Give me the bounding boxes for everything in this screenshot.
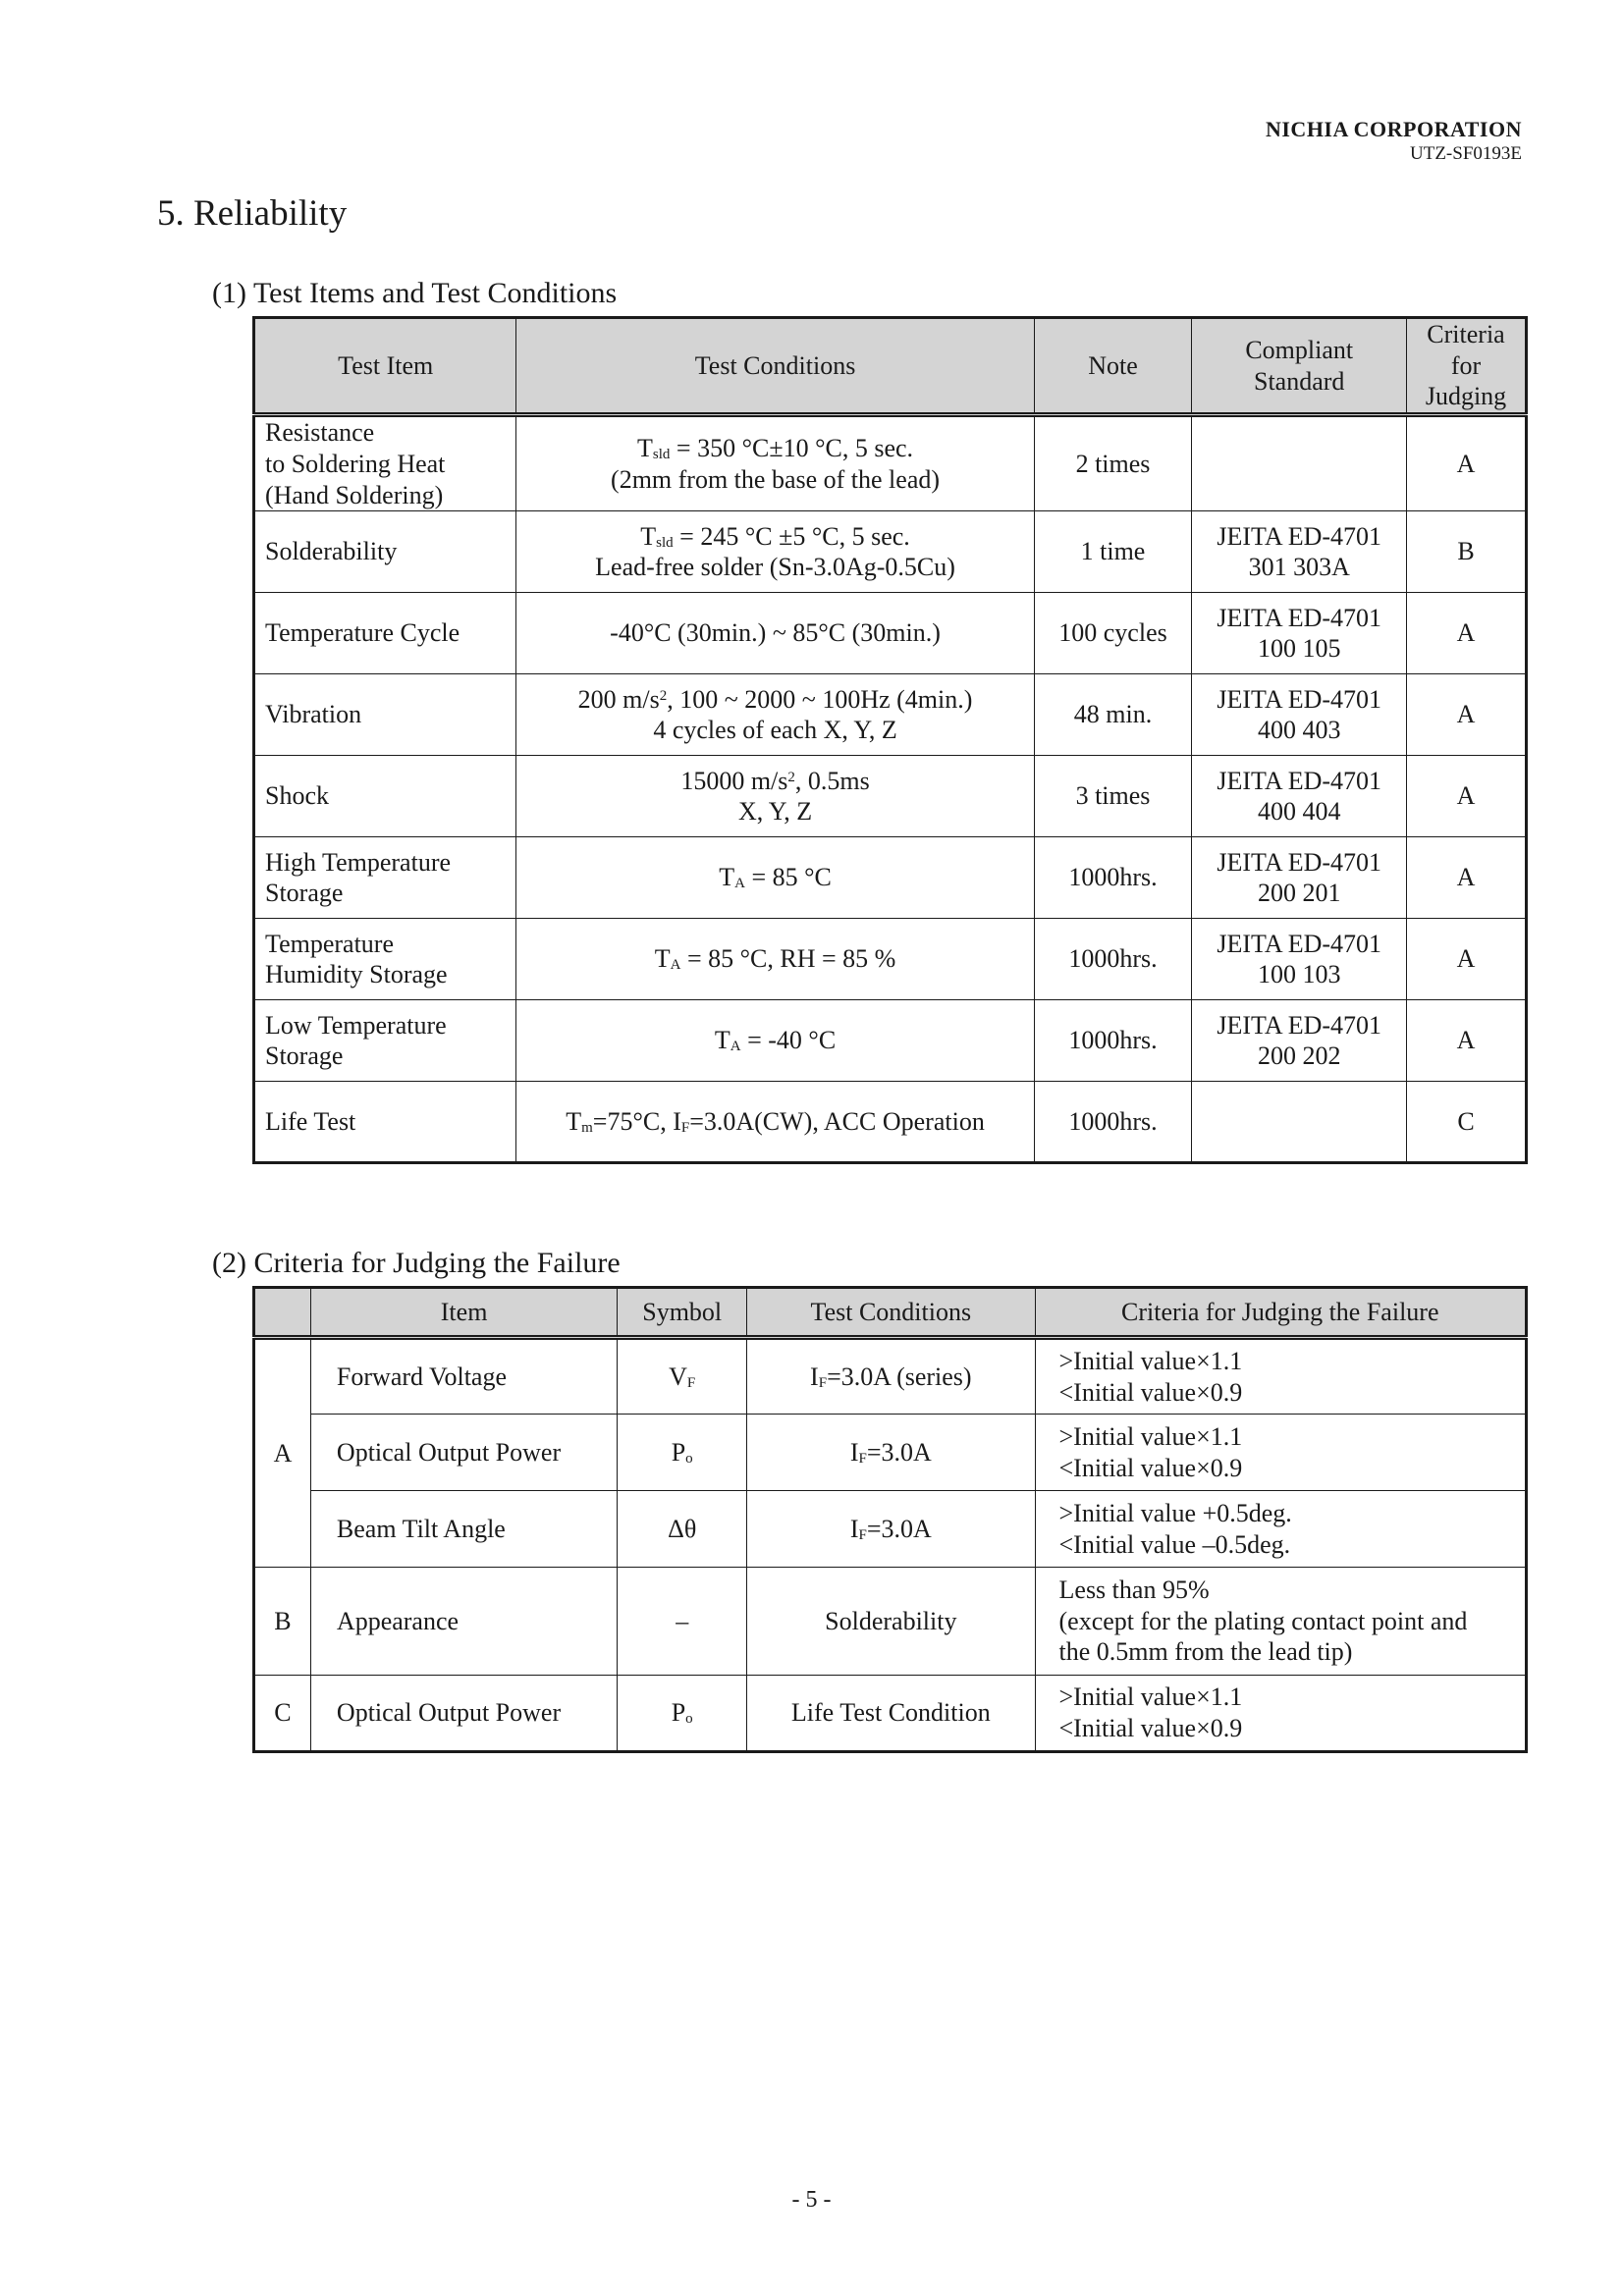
standard-cell: JEITA ED-4701 400 404 (1192, 756, 1407, 837)
col-criteria: Criteria for Judging the Failure (1035, 1288, 1526, 1338)
group-cell: A (254, 1338, 311, 1568)
test-item-cell: Life Test (254, 1082, 516, 1163)
conditions-cell: Solderability (747, 1568, 1035, 1676)
symbol-cell: $P_o$ (618, 1676, 747, 1752)
criteria-cell: A (1407, 674, 1527, 756)
test-conditions-cell: 200 $m/s^2$, 100 ~ 2000 ~ 100Hz (4min.) 4 cycles of each X, Y, Z (516, 674, 1034, 756)
col-group (254, 1288, 311, 1338)
col-item: Item (310, 1288, 617, 1338)
document-code: UTZ-SF0193E (1410, 143, 1522, 164)
judge-cell: >Initial value×1.1 <Initial value×0.9 (1035, 1415, 1526, 1491)
note-cell: 3 times (1034, 756, 1192, 837)
table-row (254, 1338, 1527, 1415)
company-name: NICHIA CORPORATION (1265, 117, 1522, 141)
note-cell: 1 time (1034, 511, 1192, 593)
item-cell: Forward Voltage (310, 1338, 617, 1415)
test-item-cell: Low Temperature Storage (254, 1000, 516, 1082)
conditions-cell: Life Test Condition (747, 1676, 1035, 1752)
table-row (254, 593, 1527, 674)
note-cell: 1000hrs. (1034, 837, 1192, 919)
section-title: 5. Reliability (157, 193, 348, 234)
table-header-row (254, 1288, 1527, 1338)
test-conditions-cell: $T_{sld} = 245$ °C ±5 °C, 5 sec. Lead-free solder (Sn-3.0Ag-0.5Cu) (516, 511, 1034, 593)
test-conditions-cell: $T_A = 85$ °C (516, 837, 1034, 919)
col-note: Note (1034, 318, 1192, 415)
test-item-cell: Shock (254, 756, 516, 837)
document-header (1266, 117, 1522, 165)
test-items-heading: (1) Test Items and Test Conditions (212, 277, 618, 309)
criteria-cell: A (1407, 837, 1527, 919)
test-conditions-cell: $T_A = -40$ °C (516, 1000, 1034, 1082)
test-item-cell: Temperature Cycle (254, 593, 516, 674)
test-conditions-cell: $T_{sld} = 350$ °C±10 °C, 5 sec. (2mm from the base of the lead) (516, 415, 1034, 511)
standard-cell (1192, 1082, 1407, 1163)
judge-cell: >Initial value +0.5deg. <Initial value –0.5deg. (1035, 1491, 1526, 1568)
test-items-table (252, 316, 1528, 1164)
standard-cell: JEITA ED-4701 400 403 (1192, 674, 1407, 756)
table-row (254, 1676, 1527, 1752)
criteria-cell: A (1407, 919, 1527, 1000)
group-cell: C (254, 1676, 311, 1752)
criteria-cell: B (1407, 511, 1527, 593)
col-symbol: Symbol (618, 1288, 747, 1338)
judge-cell: Less than 95% (except for the plating contact point and the 0.5mm from the lead tip) (1035, 1568, 1526, 1676)
test-item-cell: High Temperature Storage (254, 837, 516, 919)
table-row (254, 1082, 1527, 1163)
table-row (254, 919, 1527, 1000)
criteria-cell: C (1407, 1082, 1527, 1163)
table-row (254, 511, 1527, 593)
note-cell: 1000hrs. (1034, 919, 1192, 1000)
table-row (254, 415, 1527, 511)
note-cell: 100 cycles (1034, 593, 1192, 674)
test-conditions-cell: $T_A = 85$ °C, RH = 85 % (516, 919, 1034, 1000)
criteria-cell: A (1407, 415, 1527, 511)
test-item-cell: Temperature Humidity Storage (254, 919, 516, 1000)
page-number: - 5 - (791, 2187, 832, 2213)
test-item-cell: Vibration (254, 674, 516, 756)
item-cell: Appearance (310, 1568, 617, 1676)
item-cell: Optical Output Power (310, 1415, 617, 1491)
symbol-cell: $V_F$ (618, 1338, 747, 1415)
note-cell: 48 min. (1034, 674, 1192, 756)
criteria-table (252, 1286, 1528, 1753)
item-cell: Optical Output Power (310, 1676, 617, 1752)
table-header-row (254, 318, 1527, 415)
table-row (254, 1491, 1527, 1568)
conditions-cell: $I_F=3.0A$ (747, 1415, 1035, 1491)
table-row (254, 674, 1527, 756)
test-conditions-cell: 15000 $m/s^2$, 0.5ms X, Y, Z (516, 756, 1034, 837)
standard-cell: JEITA ED-4701 301 303A (1192, 511, 1407, 593)
judge-cell: >Initial value×1.1 <Initial value×0.9 (1035, 1676, 1526, 1752)
test-conditions-cell: -40°C (30min.) ~ 85°C (30min.) (516, 593, 1034, 674)
col-test-conditions: Test Conditions (747, 1288, 1035, 1338)
criteria-cell: A (1407, 756, 1527, 837)
conditions-cell: $I_F=3.0A$ (series) (747, 1338, 1035, 1415)
standard-cell: JEITA ED-4701 100 105 (1192, 593, 1407, 674)
col-compliant-standard: Compliant Standard (1192, 318, 1407, 415)
col-test-item: Test Item (254, 318, 516, 415)
standard-cell: JEITA ED-4701 200 201 (1192, 837, 1407, 919)
table-row (254, 756, 1527, 837)
test-item-cell: Solderability (254, 511, 516, 593)
symbol-cell: $P_o$ (618, 1415, 747, 1491)
criteria-cell: A (1407, 1000, 1527, 1082)
standard-cell: JEITA ED-4701 200 202 (1192, 1000, 1407, 1082)
item-cell: Beam Tilt Angle (310, 1491, 617, 1568)
standard-cell (1192, 415, 1407, 511)
criteria-heading: (2) Criteria for Judging the Failure (212, 1247, 621, 1279)
table-row (254, 1568, 1527, 1676)
criteria-cell: A (1407, 593, 1527, 674)
table-row (254, 1000, 1527, 1082)
table-row (254, 1415, 1527, 1491)
table-row (254, 837, 1527, 919)
symbol-cell: Δθ (618, 1491, 747, 1568)
note-cell: 2 times (1034, 415, 1192, 511)
col-test-conditions: Test Conditions (516, 318, 1034, 415)
test-conditions-cell: $T_m=75^\circ C$, $I_F=3.0A(CW)$, ACC Operation (516, 1082, 1034, 1163)
judge-cell: >Initial value×1.1 <Initial value×0.9 (1035, 1338, 1526, 1415)
note-cell: 1000hrs. (1034, 1000, 1192, 1082)
group-cell: B (254, 1568, 311, 1676)
test-item-cell: Resistance to Soldering Heat (Hand Soldering) (254, 415, 516, 511)
col-criteria-for-judging: Criteria for Judging (1407, 318, 1527, 415)
note-cell: 1000hrs. (1034, 1082, 1192, 1163)
conditions-cell: $I_F=3.0A$ (747, 1491, 1035, 1568)
symbol-cell: – (618, 1568, 747, 1676)
standard-cell: JEITA ED-4701 100 103 (1192, 919, 1407, 1000)
